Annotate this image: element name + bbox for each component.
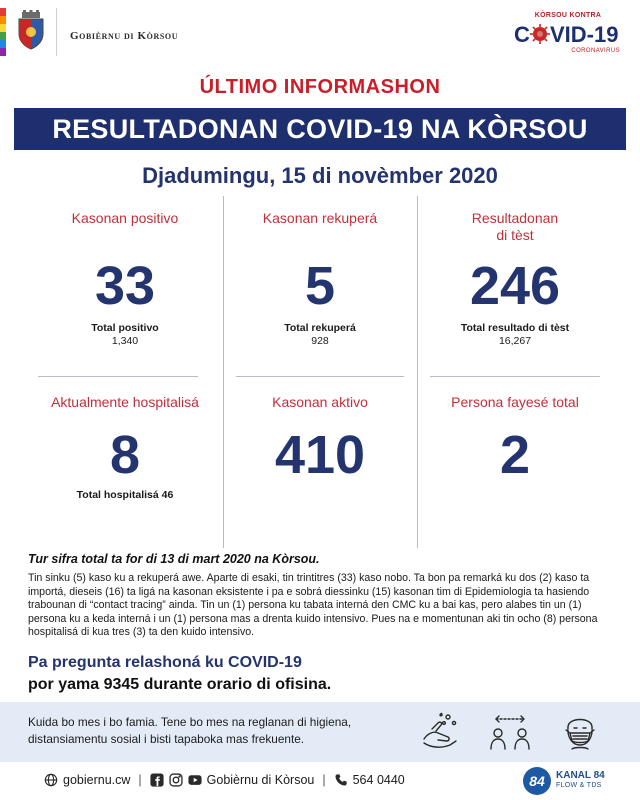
stat-total-label: Total rekuperá — [284, 322, 356, 334]
footnote: Tur sifra total ta for di 13 di mart 2020 na Kòrsou. — [28, 552, 320, 566]
stat-label-line1: Resultadonan — [471, 210, 559, 226]
stat-total-label: Total hospitalisá 46 — [76, 489, 174, 501]
instagram-icon[interactable] — [169, 773, 183, 787]
youtube-icon[interactable] — [188, 773, 202, 787]
questions-phone: por yama 9345 durante orario di ofisina. — [28, 676, 332, 693]
stat-total-value: 1,340 — [111, 335, 139, 347]
phone-number[interactable]: 564 0440 — [352, 773, 405, 787]
questions-heading: Pa pregunta relashoná ku COVID-19 — [28, 654, 302, 671]
header-divider — [56, 8, 57, 56]
stat-label: Kasonan aktivo — [272, 394, 368, 410]
stat-active — [223, 377, 417, 548]
stat-total — [28, 489, 222, 502]
kanal84-logo — [522, 766, 626, 796]
covid-logo-prefix: C — [514, 22, 530, 47]
facebook-icon[interactable] — [150, 773, 164, 787]
social-handle[interactable]: Gobièrnu di Kòrsou — [206, 773, 315, 787]
kanal84-sub: FLOW & TDS — [556, 782, 602, 789]
stat-value: 246 — [469, 256, 561, 316]
stat-value: 5 — [304, 256, 336, 316]
stat-value: 410 — [274, 425, 366, 485]
covid-logo — [512, 12, 624, 58]
kicker-title: ÚLTIMO INFORMASHON — [199, 76, 441, 98]
website-link[interactable]: gobiernu.cw — [63, 773, 131, 787]
footer — [0, 762, 640, 800]
stat-total — [28, 322, 222, 348]
stat-tests — [418, 196, 612, 376]
footer-separator: | — [322, 773, 326, 787]
stat-value: 2 — [499, 425, 531, 485]
stat-hospitalized — [28, 377, 222, 548]
phone-icon — [334, 773, 348, 787]
stat-label: Kasonan positivo — [71, 210, 179, 226]
covid-logo-suffix: VID-19 — [550, 22, 619, 47]
kanal84-badge-text: 84 — [529, 773, 545, 789]
stat-total-label: Total positivo — [91, 322, 159, 334]
stat-label-line2: di tèst — [496, 227, 534, 243]
covid-logo-top: KÒRSOU KONTRA — [534, 12, 602, 19]
virus-icon — [530, 24, 550, 44]
banner-title: RESULTADONAN COVID-19 NA KÒRSOU — [52, 113, 588, 144]
face-mask-icon — [558, 709, 602, 753]
hygiene-text — [28, 714, 398, 748]
stat-total — [223, 322, 417, 348]
stat-positive — [28, 196, 222, 376]
kanal84-name: KANAL 84 — [556, 770, 605, 781]
stat-total-label: Total resultado di tèst — [460, 322, 570, 334]
stats-grid — [28, 196, 612, 548]
report-date: Djadumingu, 15 di novèmber 2020 — [142, 163, 498, 188]
hygiene-band — [0, 702, 640, 762]
stat-label: Aktualmente hospitalisá — [51, 394, 199, 410]
stat-label — [418, 210, 612, 244]
coat-of-arms-icon — [16, 10, 46, 50]
covid-logo-sub: CORONAVIRUS — [571, 48, 620, 54]
kanal84-badge — [522, 766, 552, 796]
stat-label: Kasonan rekuperá — [262, 210, 378, 226]
stat-value: 8 — [109, 425, 141, 485]
stat-recovered — [223, 196, 417, 376]
update-paragraph: Tin sinku (5) kaso ku a rekuperá awe. Aparte di esaki, tin trintitres (33) kaso nobo. Ta bon pa remarká ku dos (2) kaso ta importá, dieseis (16) ta ligá na kasonan eksistente i pa e sobrá diessinku (15) kasonan tim di Epidemiologia ta hasiendo trabounan di “contact tracing” ainda. Tin un (1) persona ku tabata interná den CMC ku a bai kas, pero alabes tin un (1) persona ku a keda interná i un (1) persona mas a drenta kuido intensivo. Pues na e momentunan aki tin ocho (8) persona hospitalisá di kua tres (3) ta den kuido intensivo. — [28, 572, 598, 639]
stat-total-value: 928 — [311, 335, 329, 347]
footer-separator: | — [138, 773, 142, 787]
title-banner — [14, 108, 626, 150]
header — [0, 0, 640, 64]
hygiene-line2: distansiamentu sosial i bisti tapaboka mas frekuente. — [28, 732, 305, 746]
stat-total — [418, 322, 612, 348]
stat-value: 33 — [94, 256, 156, 316]
stat-label: Persona fayesé total — [451, 394, 579, 410]
handwash-icon — [418, 709, 462, 753]
stat-deaths — [418, 377, 612, 548]
hygiene-line1: Kuida bo mes i bo famia. Tene bo mes na reglanan di higiena, — [28, 715, 352, 729]
covid-logo-wordmark — [512, 21, 624, 47]
social-distance-icon — [488, 709, 532, 753]
contact-row — [44, 773, 405, 787]
globe-icon — [44, 773, 58, 787]
stat-total-value: 16,267 — [498, 335, 532, 347]
government-name: Gobièrnu di Kòrsou — [70, 30, 179, 42]
color-strip — [0, 8, 6, 56]
